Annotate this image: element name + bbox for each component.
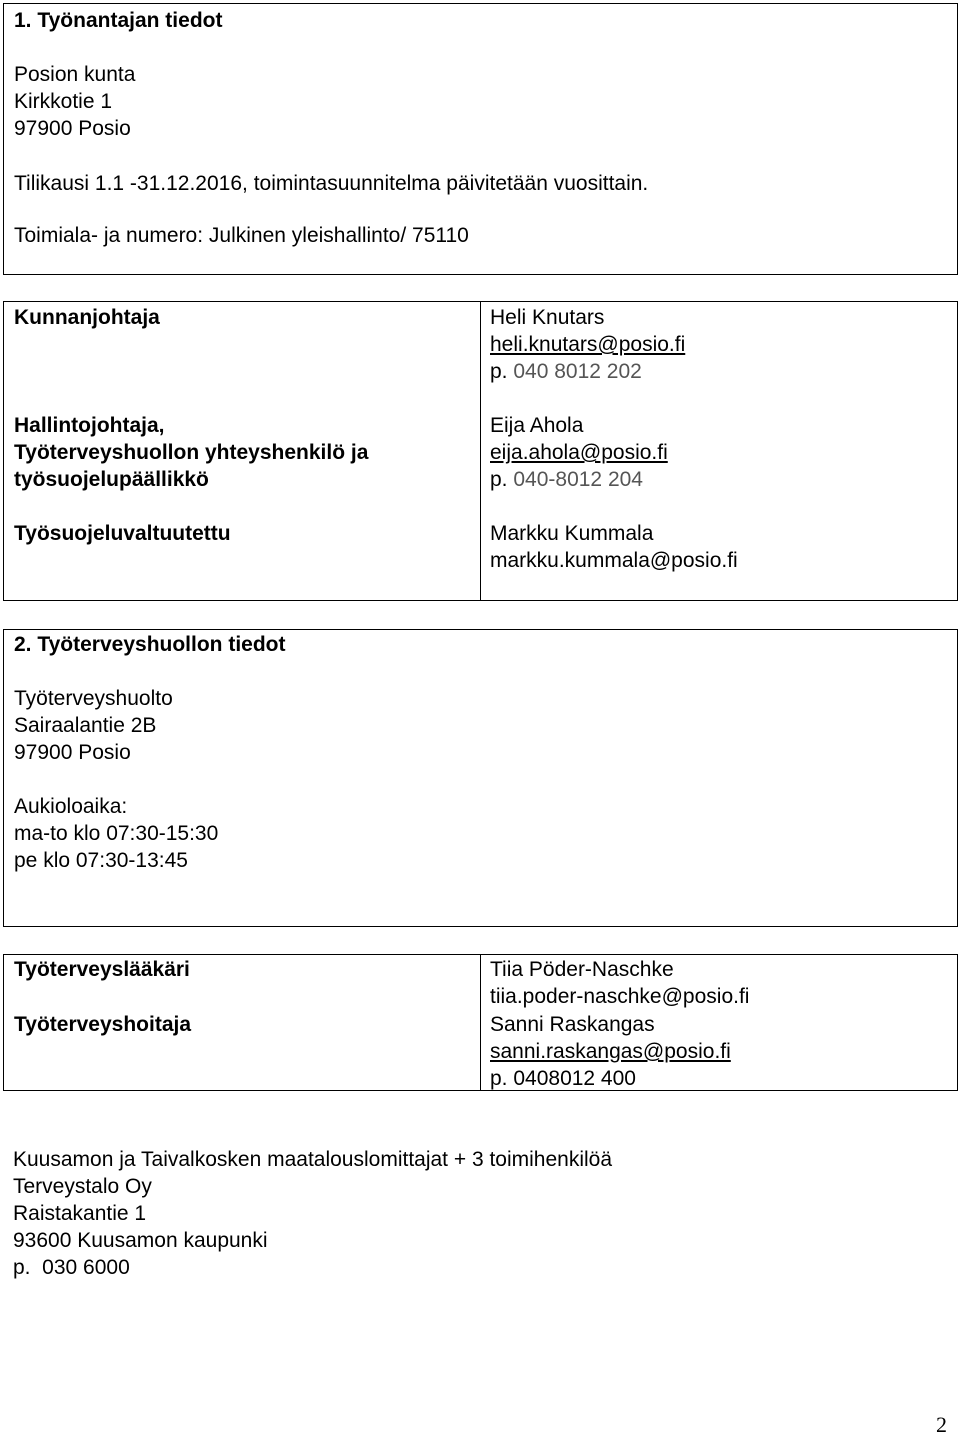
phone-prefix: p. — [490, 468, 508, 491]
employer-info-box — [3, 3, 958, 275]
employer-postcode: 97900 Posio — [14, 117, 131, 140]
section-2-heading — [14, 631, 286, 658]
column-divider — [480, 955, 481, 1090]
contact-email-link[interactable]: eija.ahola@posio.fi — [490, 441, 668, 464]
occupational-health-box — [3, 629, 958, 927]
oh-provider-name: Työterveyshuolto — [14, 687, 173, 710]
other-provider-street: Raistakantie 1 — [13, 1202, 147, 1225]
contact-email-link[interactable]: heli.knutars@posio.fi — [490, 333, 686, 356]
role-admin-manager-line-1: Hallintojohtaja, — [14, 414, 165, 437]
contact-phone — [490, 466, 643, 493]
role-admin-manager-line-3: työsuojelupäällikkö — [14, 468, 209, 491]
fiscal-period-text: Tilikausi 1.1 -31.12.2016, toimintasuunnitelma päivitetään vuosittain. — [14, 172, 649, 195]
oh-street: Sairaalantie 2B — [14, 714, 157, 737]
contact-phone — [490, 358, 642, 385]
nurse-phone: p. 0408012 400 — [490, 1067, 636, 1090]
role-nurse: Työterveyshoitaja — [14, 1013, 192, 1036]
opening-hours-weekdays: ma-to klo 07:30-15:30 — [14, 822, 219, 845]
contact-name: Markku Kummala — [490, 522, 654, 545]
other-provider-phone: p. 030 6000 — [13, 1256, 130, 1279]
role-municipal-manager: Kunnanjohtaja — [14, 306, 160, 329]
section-number: 2. — [14, 633, 32, 656]
industry-text: Toimiala- ja numero: Julkinen yleishallinto/ 75110 — [14, 224, 469, 247]
other-provider-name: Terveystalo Oy — [13, 1175, 152, 1198]
employer-name: Posion kunta — [14, 63, 136, 86]
employer-street: Kirkkotie 1 — [14, 90, 113, 113]
doctor-name: Tiia Pöder-Naschke — [490, 958, 674, 981]
role-safety-delegate: Työsuojeluvaltuutettu — [14, 522, 231, 545]
section-1-heading: 1. Työnantajan tiedot — [14, 9, 223, 32]
contact-name: Eija Ahola — [490, 414, 584, 437]
phone-prefix: p. — [490, 360, 508, 383]
opening-hours-friday: pe klo 07:30-13:45 — [14, 849, 188, 872]
employer-contacts-table — [3, 301, 958, 601]
contact-email: markku.kummala@posio.fi — [490, 549, 738, 572]
other-services-line: Kuusamon ja Taivalkosken maatalouslomittajat + 3 toimihenkilöä — [13, 1148, 613, 1171]
doctor-email: tiia.poder-naschke@posio.fi — [490, 985, 750, 1008]
phone-number: 040-8012 204 — [513, 468, 643, 491]
column-divider — [480, 302, 481, 600]
oh-postcode: 97900 Posio — [14, 741, 131, 764]
nurse-name: Sanni Raskangas — [490, 1013, 655, 1036]
role-admin-manager-line-2: Työterveyshuollon yhteyshenkilö ja — [14, 441, 369, 464]
role-doctor: Työterveyslääkäri — [14, 958, 190, 981]
phone-number: 040 8012 202 — [513, 360, 642, 383]
nurse-email-link[interactable]: sanni.raskangas@posio.fi — [490, 1040, 731, 1063]
section-title: Työterveyshuollon tiedot — [37, 633, 286, 656]
other-provider-postcode: 93600 Kuusamon kaupunki — [13, 1229, 268, 1252]
oh-contacts-table — [3, 954, 958, 1091]
page-number: 2 — [936, 1412, 947, 1437]
opening-hours-label: Aukioloaika: — [14, 795, 128, 818]
contact-name: Heli Knutars — [490, 306, 605, 329]
